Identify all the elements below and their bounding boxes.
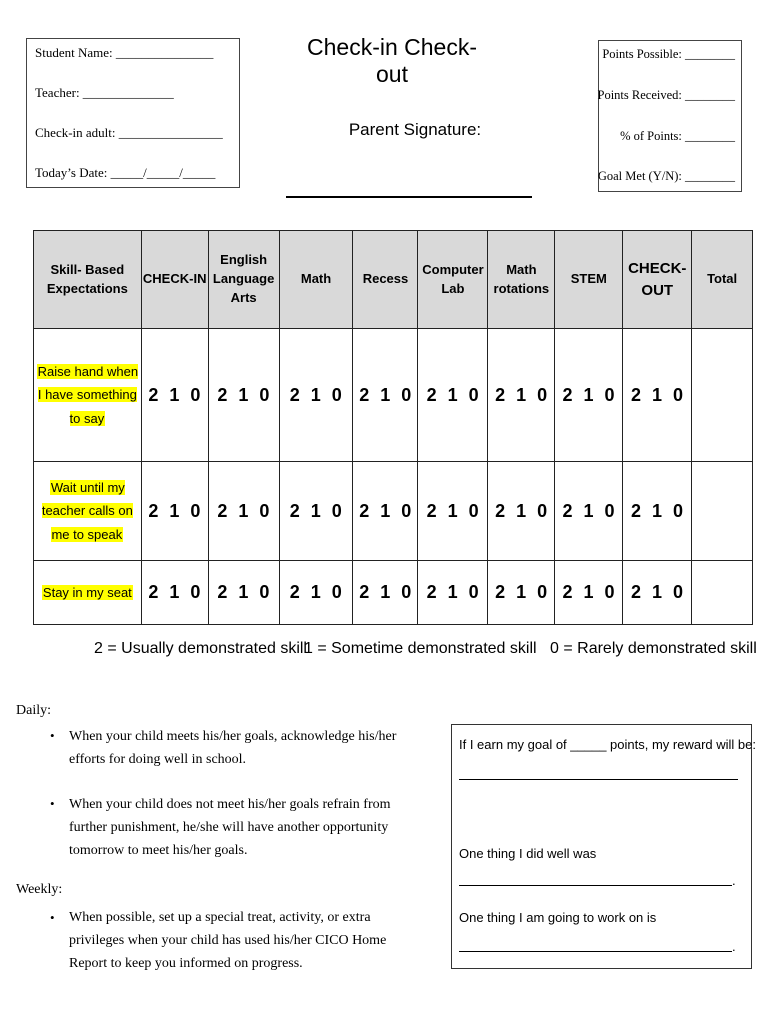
- col-stem-header: STEM: [555, 231, 623, 329]
- score-option[interactable]: 1: [169, 384, 180, 405]
- parent-signature-line[interactable]: [286, 196, 532, 198]
- score-option[interactable]: 1: [238, 384, 249, 405]
- score-option[interactable]: 0: [401, 582, 412, 602]
- score-option[interactable]: 0: [401, 384, 412, 405]
- score-option[interactable]: 1: [310, 582, 322, 602]
- score-option[interactable]: 2: [495, 384, 506, 405]
- score-option[interactable]: 1: [310, 500, 322, 521]
- score-options-cell[interactable]: [141, 329, 208, 462]
- bullet-icon: •: [50, 728, 55, 743]
- bullet-icon: •: [50, 910, 55, 925]
- col-ela-header: English Language Arts: [208, 231, 279, 329]
- score-option[interactable]: 2: [217, 384, 228, 405]
- work-on-answer-line[interactable]: [459, 951, 732, 952]
- score-option[interactable]: 2: [217, 582, 228, 602]
- weekly-item: When possible, set up a special treat, activity, or extra privileges when your child has used his/her CICO Home Report to keep you informed on progress.: [69, 910, 387, 971]
- score-option[interactable]: 1: [516, 582, 527, 602]
- score-option[interactable]: 1: [380, 500, 391, 521]
- points-box: [598, 40, 742, 192]
- score-option[interactable]: 0: [537, 384, 548, 405]
- score-options-cell[interactable]: [555, 329, 623, 462]
- col-check-out-header: CHECK-OUT: [623, 231, 692, 329]
- score-option[interactable]: 1: [516, 384, 527, 405]
- score-option[interactable]: 1: [652, 500, 663, 521]
- reward-answer-line[interactable]: [459, 779, 738, 780]
- score-option[interactable]: 0: [259, 582, 270, 602]
- score-option[interactable]: 2: [631, 500, 642, 521]
- did-well-prompt: One thing I did well was: [459, 846, 597, 861]
- score-option[interactable]: 0: [468, 500, 480, 521]
- score-option[interactable]: 1: [169, 500, 180, 521]
- score-option[interactable]: 1: [652, 582, 663, 602]
- table-row: [34, 462, 753, 561]
- col-math-rotations-header: Math rotations: [488, 231, 555, 329]
- score-options-cell[interactable]: [141, 561, 208, 625]
- table-row: [34, 561, 753, 625]
- score-option[interactable]: 1: [380, 582, 391, 602]
- todays-date-field[interactable]: Today’s Date: _____/_____/_____: [35, 165, 216, 180]
- total-cell[interactable]: [692, 561, 753, 625]
- score-options-cell[interactable]: [623, 561, 692, 625]
- score-option[interactable]: 1: [516, 500, 527, 521]
- score-options-cell[interactable]: [279, 462, 353, 561]
- weekly-label: Weekly:: [16, 882, 63, 897]
- score-option[interactable]: 0: [673, 384, 684, 405]
- table-header-row: [34, 231, 753, 329]
- score-options-cell[interactable]: [623, 329, 692, 462]
- col-total-header: Total: [692, 231, 753, 329]
- score-option[interactable]: 2: [289, 500, 301, 521]
- score-options-cell[interactable]: [208, 329, 279, 462]
- points-possible-field[interactable]: Points Possible: ________: [602, 47, 735, 61]
- parent-signature-label: Parent Signature:: [348, 120, 482, 139]
- score-option[interactable]: 0: [604, 500, 616, 521]
- score-option[interactable]: 2: [426, 500, 438, 521]
- score-option[interactable]: 1: [447, 500, 459, 521]
- daily-item: When your child meets his/her goals, acknowledge his/her efforts for doing well in school.: [69, 729, 397, 767]
- score-options-cell[interactable]: [279, 561, 353, 625]
- teacher-field[interactable]: Teacher: ______________: [35, 85, 174, 100]
- score-option[interactable]: 0: [190, 582, 201, 602]
- score-option[interactable]: 0: [468, 384, 480, 405]
- score-option[interactable]: 1: [583, 582, 595, 602]
- score-option[interactable]: 0: [190, 500, 201, 521]
- did-well-period: .: [732, 873, 736, 888]
- col-skill-header: Skill- Based Expectations: [34, 231, 142, 329]
- table-row: [34, 329, 753, 462]
- student-info-box: [26, 38, 240, 188]
- score-options-cell[interactable]: [623, 462, 692, 561]
- skill-cell: [34, 462, 142, 561]
- skill-label: Raise hand when I have something to say: [37, 363, 139, 426]
- daily-item: When your child does not meet his/her goals refrain from further punishment, he/she will have another opportunity tomorrow to meet his/her goals.: [69, 797, 391, 858]
- score-option[interactable]: 0: [190, 384, 201, 405]
- score-options-cell[interactable]: [555, 462, 623, 561]
- score-option[interactable]: 0: [537, 582, 548, 602]
- score-options-cell[interactable]: [353, 329, 418, 462]
- col-check-in-header: CHECK-IN: [141, 231, 208, 329]
- score-option[interactable]: 0: [673, 500, 684, 521]
- page-title: Check-in Check-out: [307, 34, 477, 87]
- score-option[interactable]: 2: [289, 582, 301, 602]
- points-received-field[interactable]: Points Received: ________: [597, 88, 735, 102]
- score-option[interactable]: 2: [495, 500, 506, 521]
- score-option[interactable]: 2: [562, 500, 574, 521]
- score-options-cell[interactable]: [418, 329, 488, 462]
- score-option[interactable]: 1: [447, 384, 459, 405]
- score-options-cell[interactable]: [208, 561, 279, 625]
- score-option[interactable]: 2: [148, 384, 159, 405]
- score-option[interactable]: 0: [604, 384, 616, 405]
- score-option[interactable]: 1: [447, 582, 459, 602]
- score-option[interactable]: 2: [217, 500, 228, 521]
- score-option[interactable]: 1: [310, 384, 322, 405]
- score-option[interactable]: 0: [331, 384, 343, 405]
- score-option[interactable]: 0: [331, 582, 343, 602]
- col-math-header: Math: [279, 231, 353, 329]
- score-option[interactable]: 2: [289, 384, 301, 405]
- score-option[interactable]: 2: [631, 582, 642, 602]
- score-option[interactable]: 2: [562, 384, 574, 405]
- score-option[interactable]: 1: [583, 384, 595, 405]
- score-option[interactable]: 2: [562, 582, 574, 602]
- skill-label: Wait until my teacher calls on me to speak: [41, 479, 133, 542]
- score-option[interactable]: 2: [359, 384, 370, 405]
- score-options-cell[interactable]: [353, 462, 418, 561]
- daily-label: Daily:: [16, 703, 51, 718]
- did-well-answer-line[interactable]: [459, 885, 732, 886]
- skill-cell: [34, 329, 142, 462]
- score-option[interactable]: 1: [238, 582, 249, 602]
- score-options-cell[interactable]: [488, 462, 555, 561]
- goal-met-field[interactable]: Goal Met (Y/N): ________: [597, 169, 735, 183]
- score-option[interactable]: 0: [468, 582, 480, 602]
- score-options-cell[interactable]: [488, 329, 555, 462]
- student-name-field[interactable]: Student Name: _______________: [35, 45, 214, 60]
- legend-0: 0 = Rarely demonstrated skill: [550, 640, 757, 657]
- goal-box: [451, 724, 756, 969]
- score-options-cell[interactable]: [488, 561, 555, 625]
- score-option[interactable]: 1: [652, 384, 663, 405]
- score-option[interactable]: 1: [169, 582, 180, 602]
- total-cell[interactable]: [692, 462, 753, 561]
- legend-1: 1 = Sometime demonstrated skill: [304, 640, 537, 657]
- score-option[interactable]: 2: [426, 384, 438, 405]
- score-option[interactable]: 0: [331, 500, 343, 521]
- score-options-cell[interactable]: [279, 329, 353, 462]
- score-option[interactable]: 0: [604, 582, 616, 602]
- percent-points-field[interactable]: % of Points: ________: [620, 129, 735, 143]
- score-options-cell[interactable]: [353, 561, 418, 625]
- score-options-cell[interactable]: [555, 561, 623, 625]
- col-computer-lab-header: Computer Lab: [418, 231, 488, 329]
- work-on-prompt: One thing I am going to work on is: [459, 910, 657, 925]
- col-recess-header: Recess: [353, 231, 418, 329]
- score-option[interactable]: 0: [259, 500, 270, 521]
- score-options-cell[interactable]: [141, 462, 208, 561]
- score-option[interactable]: 2: [631, 384, 642, 405]
- score-option[interactable]: 0: [401, 500, 412, 521]
- work-on-period: .: [732, 939, 736, 954]
- score-option[interactable]: 2: [359, 582, 370, 602]
- score-options-cell[interactable]: [208, 462, 279, 561]
- score-options-cell[interactable]: [418, 462, 488, 561]
- reward-prompt: If I earn my goal of _____ points, my reward will be:: [459, 737, 756, 752]
- score-option[interactable]: 2: [495, 582, 506, 602]
- score-option[interactable]: 1: [583, 500, 595, 521]
- skill-label: Stay in my seat: [42, 584, 132, 600]
- score-option[interactable]: 0: [673, 582, 684, 602]
- legend-2: 2 = Usually demonstrated skill: [94, 640, 307, 657]
- score-option[interactable]: 0: [537, 500, 548, 521]
- skill-cell: [34, 561, 142, 625]
- bullet-icon: •: [50, 796, 55, 811]
- score-options-cell[interactable]: [418, 561, 488, 625]
- score-table: [33, 230, 753, 625]
- score-option[interactable]: 1: [238, 500, 249, 521]
- score-option[interactable]: 0: [259, 384, 270, 405]
- score-option[interactable]: 2: [148, 500, 159, 521]
- score-option[interactable]: 1: [380, 384, 391, 405]
- total-cell[interactable]: [692, 329, 753, 462]
- score-option[interactable]: 2: [359, 500, 370, 521]
- score-option[interactable]: 2: [148, 582, 159, 602]
- check-in-adult-field[interactable]: Check-in adult: ________________: [35, 125, 223, 140]
- score-option[interactable]: 2: [426, 582, 438, 602]
